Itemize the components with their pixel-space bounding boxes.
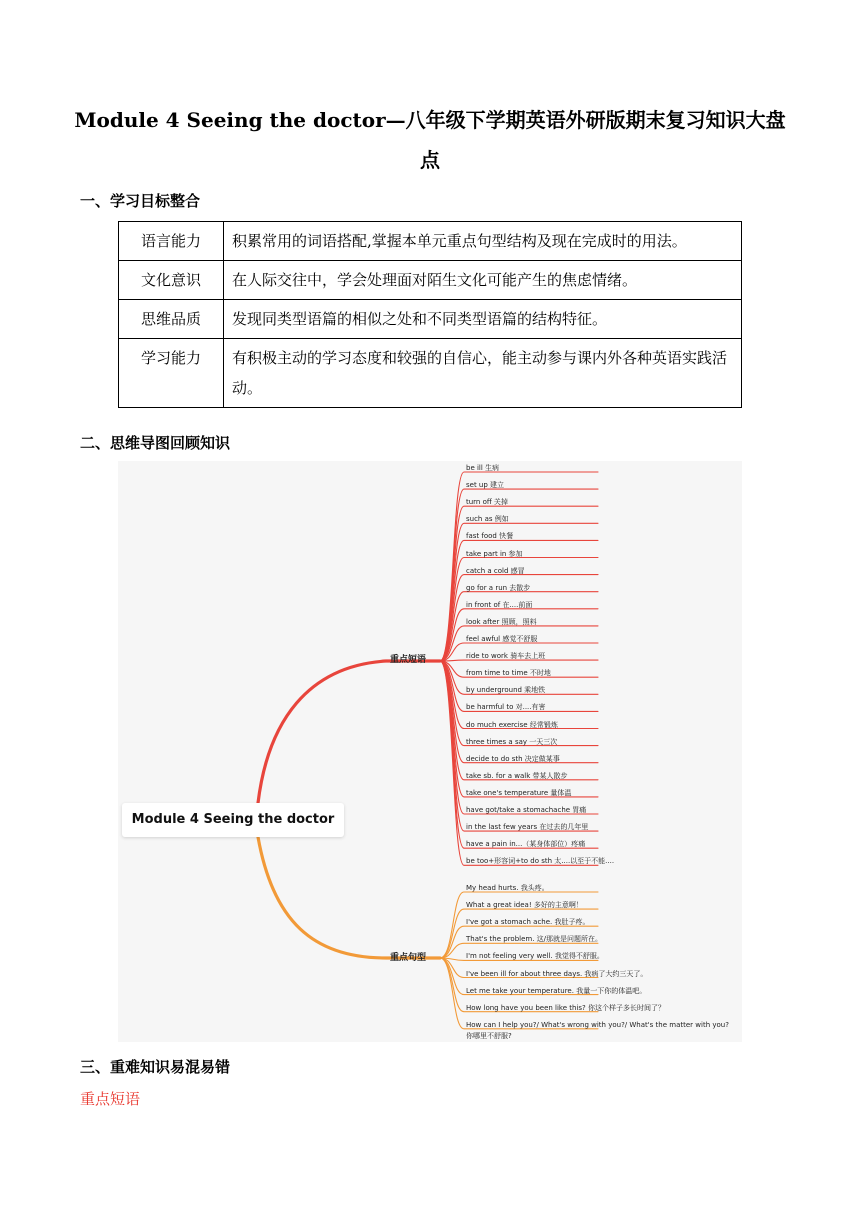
phrase-item: in front of 在....前面 [466, 600, 533, 609]
section-heading-goals: 一、学习目标整合 [80, 192, 201, 210]
goal-key: 学习能力 [119, 339, 224, 408]
goal-value: 有积极主动的学习态度和较强的自信心，能主动参与课内外各种英语实践活动。 [224, 339, 742, 408]
phrase-item: take part in 参加 [466, 549, 523, 558]
phrase-item: have a pain in...（某身体部位）疼痛 [466, 840, 586, 849]
phrase-item: in the last few years 在过去的几年里 [466, 823, 589, 832]
phrase-item: fast food 快餐 [466, 532, 514, 541]
phrase-item: look after 照顾，照料 [466, 617, 537, 626]
phrase-item: be ill 生病 [466, 464, 500, 472]
section-heading-mindmap: 二、思维导图回顾知识 [80, 434, 231, 452]
sentence-item: I've been ill for about three days. 我病了大约三天了。 [466, 969, 648, 978]
phrase-item: catch a cold 感冒 [466, 566, 525, 575]
goals-table [118, 221, 742, 408]
phrase-item: go for a run 去散步 [466, 583, 531, 592]
phrase-item: feel awful 感觉不舒服 [466, 635, 538, 643]
sentence-item: That's the problem. 这/那就是问题所在。 [466, 935, 603, 944]
table-row [119, 222, 742, 261]
phrase-item: from time to time 不时地 [466, 669, 551, 678]
sentence-item: I've got a stomach ache. 我肚子疼。 [466, 918, 590, 927]
phrase-item: take sb. for a walk 带某人散步 [466, 771, 568, 780]
phrase-item: do much exercise 经常锻炼 [466, 720, 558, 729]
table-row [119, 261, 742, 300]
phrase-item: decide to do sth 决定做某事 [466, 754, 560, 763]
table-row [119, 300, 742, 339]
sentence-item: What a great idea! 多好的主意啊！ [466, 901, 583, 910]
branch-line-sentences [258, 837, 440, 958]
table-row [119, 339, 742, 408]
page-title: Module 4 Seeing the doctor—八年级下学期英语外研版期末复习知识大盘点 [74, 108, 786, 172]
sentence-item: How long have you been like this? 你这个样子多长时间了？ [466, 1003, 665, 1012]
phrase-item: ride to work 骑车去上班 [466, 652, 546, 661]
goal-value: 积累常用的词语搭配,掌握本单元重点句型结构及现在完成时的用法。 [224, 222, 742, 261]
branch-line-phrases [258, 661, 440, 803]
goal-key: 文化意识 [119, 261, 224, 300]
phrase-item: be harmful to 对....有害 [466, 703, 546, 712]
sentence-item: My head hurts. 我头疼。 [466, 884, 549, 892]
sentence-item-continuation: 你哪里不舒服? [466, 1031, 512, 1040]
mind-map [118, 461, 742, 1042]
phrase-item: take one's temperature 量体温 [466, 788, 572, 797]
goal-key: 语言能力 [119, 222, 224, 261]
sentence-item: I'm not feeling very well. 我觉得不舒服。 [466, 952, 604, 961]
section-heading-errors: 三、重难知识易混易错 [80, 1058, 231, 1076]
phrase-item: be too+形容词+to do sth 太....以至于不能.... [466, 857, 615, 866]
subheading-key-phrases: 重点短语 [80, 1090, 141, 1108]
sentence-item: Let me take your temperature. 我量一下你的体温吧。 [466, 986, 647, 995]
phrase-item: by underground 乘地铁 [466, 686, 546, 695]
phrase-item: turn off 关掉 [466, 498, 508, 507]
mind-map-lines [118, 461, 742, 1042]
phrase-item: such as 例如 [466, 515, 509, 524]
goal-value: 发现同类型语篇的相似之处和不同类型语篇的结构特征。 [224, 300, 742, 339]
phrase-item: have got/take a stomachache 胃痛 [466, 806, 587, 814]
phrase-item: three times a say 一天三次 [466, 737, 558, 746]
phrase-item: set up 建立 [466, 481, 505, 490]
branch-label-sentences: 重点句型 [390, 953, 427, 963]
goal-key: 思维品质 [119, 300, 224, 339]
goal-value: 在人际交往中，学会处理面对陌生文化可能产生的焦虑情绪。 [224, 261, 742, 300]
branch-label-phrases: 重点短语 [390, 655, 427, 665]
sentence-item: How can I help you?/ What's wrong with you?/ What's the matter with you? [466, 1020, 729, 1029]
mind-map-root: Module 4 Seeing the doctor [122, 803, 344, 837]
